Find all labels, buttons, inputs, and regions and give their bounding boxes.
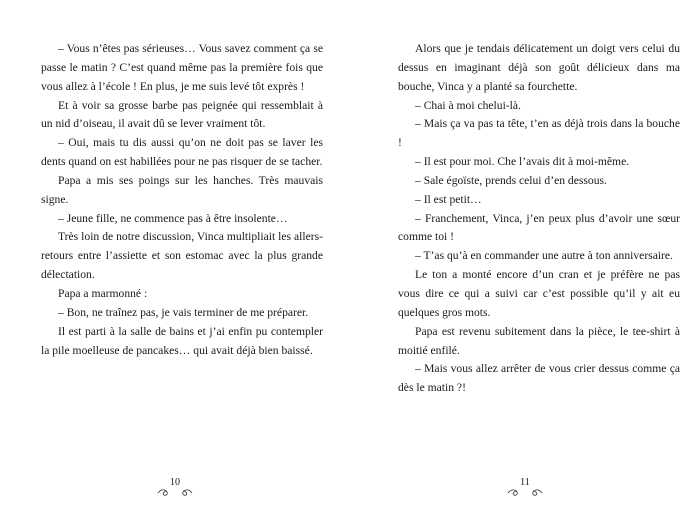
paragraph: Papa a mis ses poings sur les hanches. Très mauvais signe.	[41, 173, 323, 206]
paragraph: – Franchement, Vinca, j’en peux plus d’avoir une sœur comme toi !	[398, 211, 680, 244]
paragraph: – Vous n’êtes pas sérieuses… Vous savez comment ça se passe le matin ? C’est quand même pas la première fois que vous allez à l’école ! En plus, je me suis levé tôt exprès !	[41, 42, 323, 93]
paragraph: – Mais ça va pas ta tête, t’en as déjà trois dans la bouche !	[398, 117, 680, 150]
left-page-footer	[145, 476, 205, 498]
right-page-text	[398, 40, 680, 398]
paragraph: – Il est pour moi. Che l’avais dit à moi-même.	[415, 155, 630, 169]
paragraph: Papa a marmonné :	[58, 286, 148, 300]
left-page-text	[41, 40, 323, 360]
paragraph: Très loin de notre discussion, Vinca multipliait les allers-retours entre l’assiette et son estomac avec la plus grande délectation.	[41, 230, 323, 282]
paragraph: Alors que je tendais délicatement un doigt vers celui du dessus en imaginant déjà son goût délicieux dans ma bouche, Vinca y a planté sa fourchette.	[398, 42, 680, 93]
paragraph: – Sale égoïste, prends celui d’en dessous.	[415, 173, 607, 187]
paragraph: – T’as qu’à en commander une autre à ton anniversaire.	[415, 249, 673, 263]
page-number: 11	[520, 477, 530, 488]
paragraph: – Bon, ne traînez pas, je vais terminer de me préparer.	[58, 305, 309, 319]
right-page-footer	[495, 476, 555, 498]
paragraph: Papa est revenu subitement dans la pièce, le tee-shirt à moitié enfilé.	[398, 324, 680, 357]
paragraph: – Mais vous allez arrêter de vous crier dessus comme ça dès le matin ?!	[398, 362, 680, 395]
paragraph: – Chai à moi chelui-là.	[415, 98, 521, 112]
paragraph: – Il est petit…	[415, 192, 482, 206]
paragraph: Et à voir sa grosse barbe pas peignée qui ressemblait à un nid d’oiseau, il avait dû se lever vraiment tôt.	[41, 98, 323, 131]
paragraph: – Jeune fille, ne commence pas à être insolente…	[58, 211, 288, 225]
page-number: 10	[170, 477, 180, 488]
paragraph: – Oui, mais tu dis aussi qu’on ne doit pas se laver les dents quand on est habillées pour ne pas risquer de se tacher.	[41, 136, 323, 169]
paragraph: Il est parti à la salle de bains et j’ai enfin pu contempler la pile moelleuse de pancakes… qui avait déjà bien baissé.	[41, 324, 323, 357]
paragraph: Le ton a monté encore d’un cran et je préfère ne pas vous dire ce qui a suivi car c’est possible qu’il y ait eu quelques gros mots.	[398, 268, 680, 319]
